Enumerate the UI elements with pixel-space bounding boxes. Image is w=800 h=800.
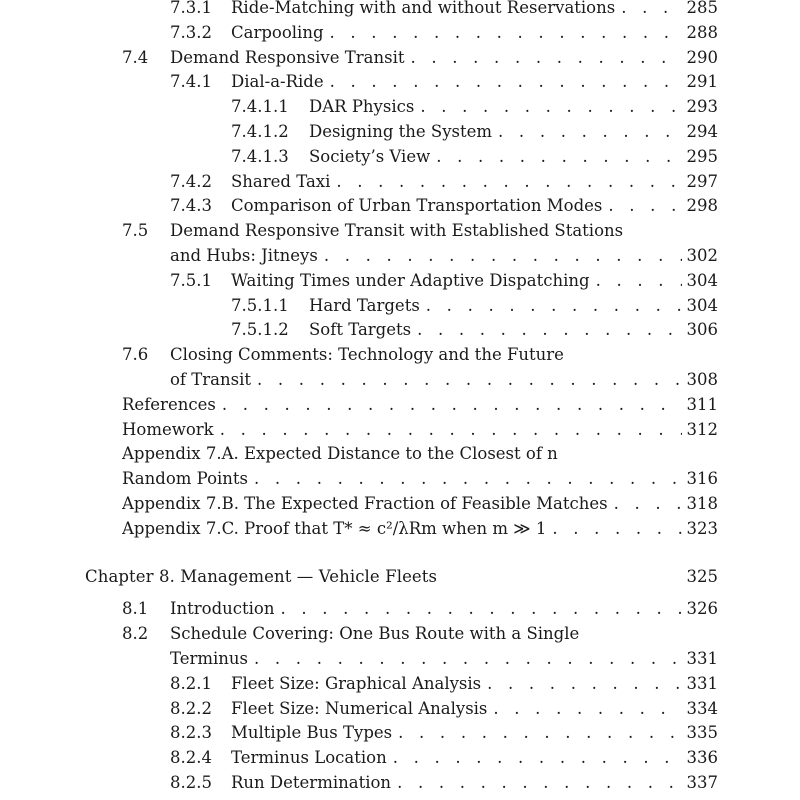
toc-entry-page: 335 — [686, 723, 718, 743]
toc-entry-number: 8.2.4 — [170, 748, 212, 768]
toc-entry-page: 297 — [686, 171, 718, 191]
toc-entry[interactable] — [231, 319, 718, 341]
toc-entry-title: Designing the System — [309, 122, 493, 141]
toc-entry[interactable] — [170, 195, 718, 217]
toc-entry[interactable] — [170, 772, 718, 794]
toc-entry-page: 325 — [686, 566, 718, 586]
toc-entry-number: 7.4 — [122, 47, 149, 67]
toc-entry[interactable] — [122, 220, 718, 242]
toc-entry-page — [682, 623, 718, 645]
dot-leader — [492, 121, 682, 143]
toc-entry-title: Appendix 7.C. Proof that T* ≈ c²/λRm when m ≫ 1 — [122, 518, 547, 538]
toc-entry-number: 8.1 — [122, 599, 149, 619]
toc-entry[interactable] — [122, 245, 718, 267]
dot-leader — [615, 0, 682, 19]
toc-entry-title: Terminus — [170, 649, 249, 668]
toc-entry-page — [682, 220, 718, 242]
dot-leader — [275, 598, 683, 620]
toc-entry-number: 7.5.1.1 — [231, 295, 289, 315]
dot-leader — [546, 518, 682, 540]
dot-leader — [251, 369, 682, 391]
toc-entry[interactable] — [122, 47, 718, 69]
toc-entry-number: 7.4.1.1 — [231, 97, 289, 117]
toc-entry[interactable] — [170, 22, 718, 44]
toc-entry-title: Waiting Times under Adaptive Dispatching — [231, 270, 590, 290]
dot-leader — [608, 493, 682, 515]
toc-entry-page: 304 — [686, 295, 718, 315]
toc-entry-page: 316 — [686, 469, 718, 489]
dot-leader — [324, 71, 682, 93]
toc-entry-number: 7.6 — [122, 345, 149, 365]
dot-leader — [564, 344, 682, 366]
toc-entry[interactable] — [122, 493, 718, 515]
toc-entry[interactable] — [231, 295, 718, 317]
toc-entry[interactable] — [122, 598, 718, 620]
toc-entry-page: 331 — [686, 649, 718, 668]
dot-leader — [318, 245, 682, 267]
toc-entry-title: Run Determination — [231, 773, 392, 792]
dot-leader — [214, 419, 682, 441]
toc-entry-title: DAR Physics — [309, 97, 415, 117]
toc-entry[interactable] — [122, 623, 718, 645]
dot-leader — [248, 468, 682, 490]
dot-leader — [430, 146, 682, 168]
toc-entry-number: 7.3.1 — [170, 0, 212, 17]
toc-entry-title: Chapter 8. Management — Vehicle Fleets — [85, 566, 438, 586]
toc-entry-page: 331 — [686, 673, 718, 693]
toc-entry-title: Fleet Size: Graphical Analysis — [231, 673, 482, 693]
dot-leader — [558, 443, 682, 465]
toc-entry-number: 8.2.3 — [170, 723, 212, 743]
toc-entry-title: Ride-Matching with and without Reservations — [231, 0, 616, 17]
toc-entry[interactable] — [122, 518, 718, 540]
dot-leader — [405, 47, 683, 69]
toc-entry-title: Introduction — [170, 599, 275, 619]
toc-entry[interactable] — [170, 747, 718, 769]
toc-entry-page: 293 — [686, 97, 718, 117]
dot-leader — [324, 22, 682, 44]
toc-entry[interactable] — [122, 344, 718, 366]
toc-entry-title: Society’s View — [309, 146, 431, 166]
toc-entry-title: Shared Taxi — [231, 171, 331, 191]
toc-entry-title: Carpooling — [231, 22, 324, 42]
toc-entry[interactable] — [170, 71, 718, 93]
dot-leader — [391, 772, 682, 794]
toc-entry[interactable] — [122, 468, 718, 490]
toc-entry-page: 323 — [686, 518, 718, 538]
toc-entry-title: Appendix 7.B. The Expected Fraction of Feasible Matches — [122, 494, 608, 513]
toc-entry-title: Random Points — [122, 469, 249, 489]
toc-entry[interactable] — [122, 648, 718, 670]
dot-leader — [420, 295, 682, 317]
dot-leader — [579, 623, 682, 645]
toc-entry[interactable] — [170, 698, 718, 720]
toc-entry-number: 7.3.2 — [170, 22, 212, 42]
toc-entry-number: 7.5.1 — [170, 270, 212, 290]
toc-entry-number: 8.2.2 — [170, 698, 212, 718]
toc-entry-page: 312 — [686, 419, 718, 439]
dot-leader — [216, 394, 682, 416]
toc-entry[interactable] — [122, 419, 718, 441]
toc-entry-title: Terminus Location — [231, 748, 387, 768]
toc-entry[interactable] — [231, 121, 718, 143]
toc-entry-title: Closing Comments: Technology and the Future — [170, 345, 564, 365]
toc-entry-page: 337 — [686, 773, 718, 792]
toc-entry-title: Hard Targets — [309, 295, 420, 315]
toc-entry[interactable] — [231, 146, 718, 168]
dot-leader — [481, 673, 682, 695]
toc-entry-page: 336 — [686, 748, 718, 768]
dot-leader — [623, 220, 682, 242]
toc-entry-title: Demand Responsive Transit with Established Stations — [170, 221, 624, 241]
toc-entry-page: 285 — [686, 0, 718, 17]
toc-entry-page: 326 — [686, 599, 718, 619]
toc-entry[interactable] — [231, 96, 718, 118]
toc-entry[interactable] — [170, 0, 718, 19]
toc-entry-number: 7.4.3 — [170, 196, 212, 216]
toc-entry-page — [682, 344, 718, 366]
toc-entry-page: 291 — [686, 72, 718, 92]
toc-entry-title: Homework — [122, 419, 214, 439]
toc-entry-title: Dial-a-Ride — [231, 72, 324, 92]
toc-entry-title: and Hubs: Jitneys — [170, 246, 318, 265]
toc-entry[interactable] — [122, 369, 718, 391]
dot-leader — [414, 96, 682, 118]
dot-leader — [602, 195, 682, 217]
toc-entry-number: 8.2 — [122, 624, 149, 644]
toc-entry-page: 290 — [686, 47, 718, 67]
toc-entry-title: Schedule Covering: One Bus Route with a Single — [170, 624, 580, 644]
toc-entry[interactable] — [170, 673, 718, 695]
toc-entry-page: 294 — [686, 122, 718, 141]
dot-leader — [437, 566, 682, 588]
toc-entry-title: Multiple Bus Types — [231, 723, 393, 743]
toc-entry-number: 7.4.2 — [170, 171, 212, 191]
toc-entry-number: 7.4.1 — [170, 72, 212, 92]
toc-entry-page: 288 — [686, 22, 718, 42]
toc-entry-title: Appendix 7.A. Expected Distance to the Closest of n — [122, 444, 558, 464]
dot-leader — [248, 648, 682, 670]
toc-entry-title: References — [122, 394, 216, 414]
toc-entry-title: Comparison of Urban Transportation Modes — [231, 196, 603, 216]
dot-leader — [330, 171, 682, 193]
dot-leader — [487, 698, 682, 720]
toc-entry-number: 8.2.5 — [170, 773, 212, 792]
toc-entry-page: 306 — [686, 320, 718, 340]
toc-entry-page: 318 — [686, 494, 718, 513]
toc-entry-title: Soft Targets — [309, 320, 412, 340]
toc-entry-number: 8.2.1 — [170, 673, 212, 693]
dot-leader — [387, 747, 682, 769]
toc-entry-title: Fleet Size: Numerical Analysis — [231, 698, 488, 718]
toc-entry[interactable] — [85, 566, 718, 588]
dot-leader — [411, 319, 682, 341]
toc-entry-page: 311 — [686, 394, 718, 414]
toc-entry[interactable] — [122, 394, 718, 416]
toc-entry-number: 7.5.1.2 — [231, 320, 289, 340]
dot-leader — [392, 722, 682, 744]
toc-entry[interactable] — [170, 171, 718, 193]
dot-leader — [590, 270, 682, 292]
toc-entry[interactable] — [170, 722, 718, 744]
toc-entry-page: 304 — [686, 270, 718, 290]
toc-entry-page: 295 — [686, 146, 718, 166]
toc-entry-page — [682, 443, 718, 465]
toc-entry-title: Demand Responsive Transit — [170, 47, 405, 67]
toc-entry[interactable] — [122, 443, 718, 465]
toc-entry-page: 298 — [686, 196, 718, 216]
toc-entry-number: 7.4.1.2 — [231, 122, 289, 141]
toc-entry-number: 7.5 — [122, 221, 149, 241]
toc-entry[interactable] — [170, 270, 718, 292]
toc-entry-title: of Transit — [170, 370, 252, 389]
toc-entry-page: 334 — [686, 698, 718, 718]
toc-entry-number: 7.4.1.3 — [231, 146, 289, 166]
toc-entry-page: 308 — [686, 370, 718, 389]
toc-entry-page: 302 — [686, 246, 718, 265]
